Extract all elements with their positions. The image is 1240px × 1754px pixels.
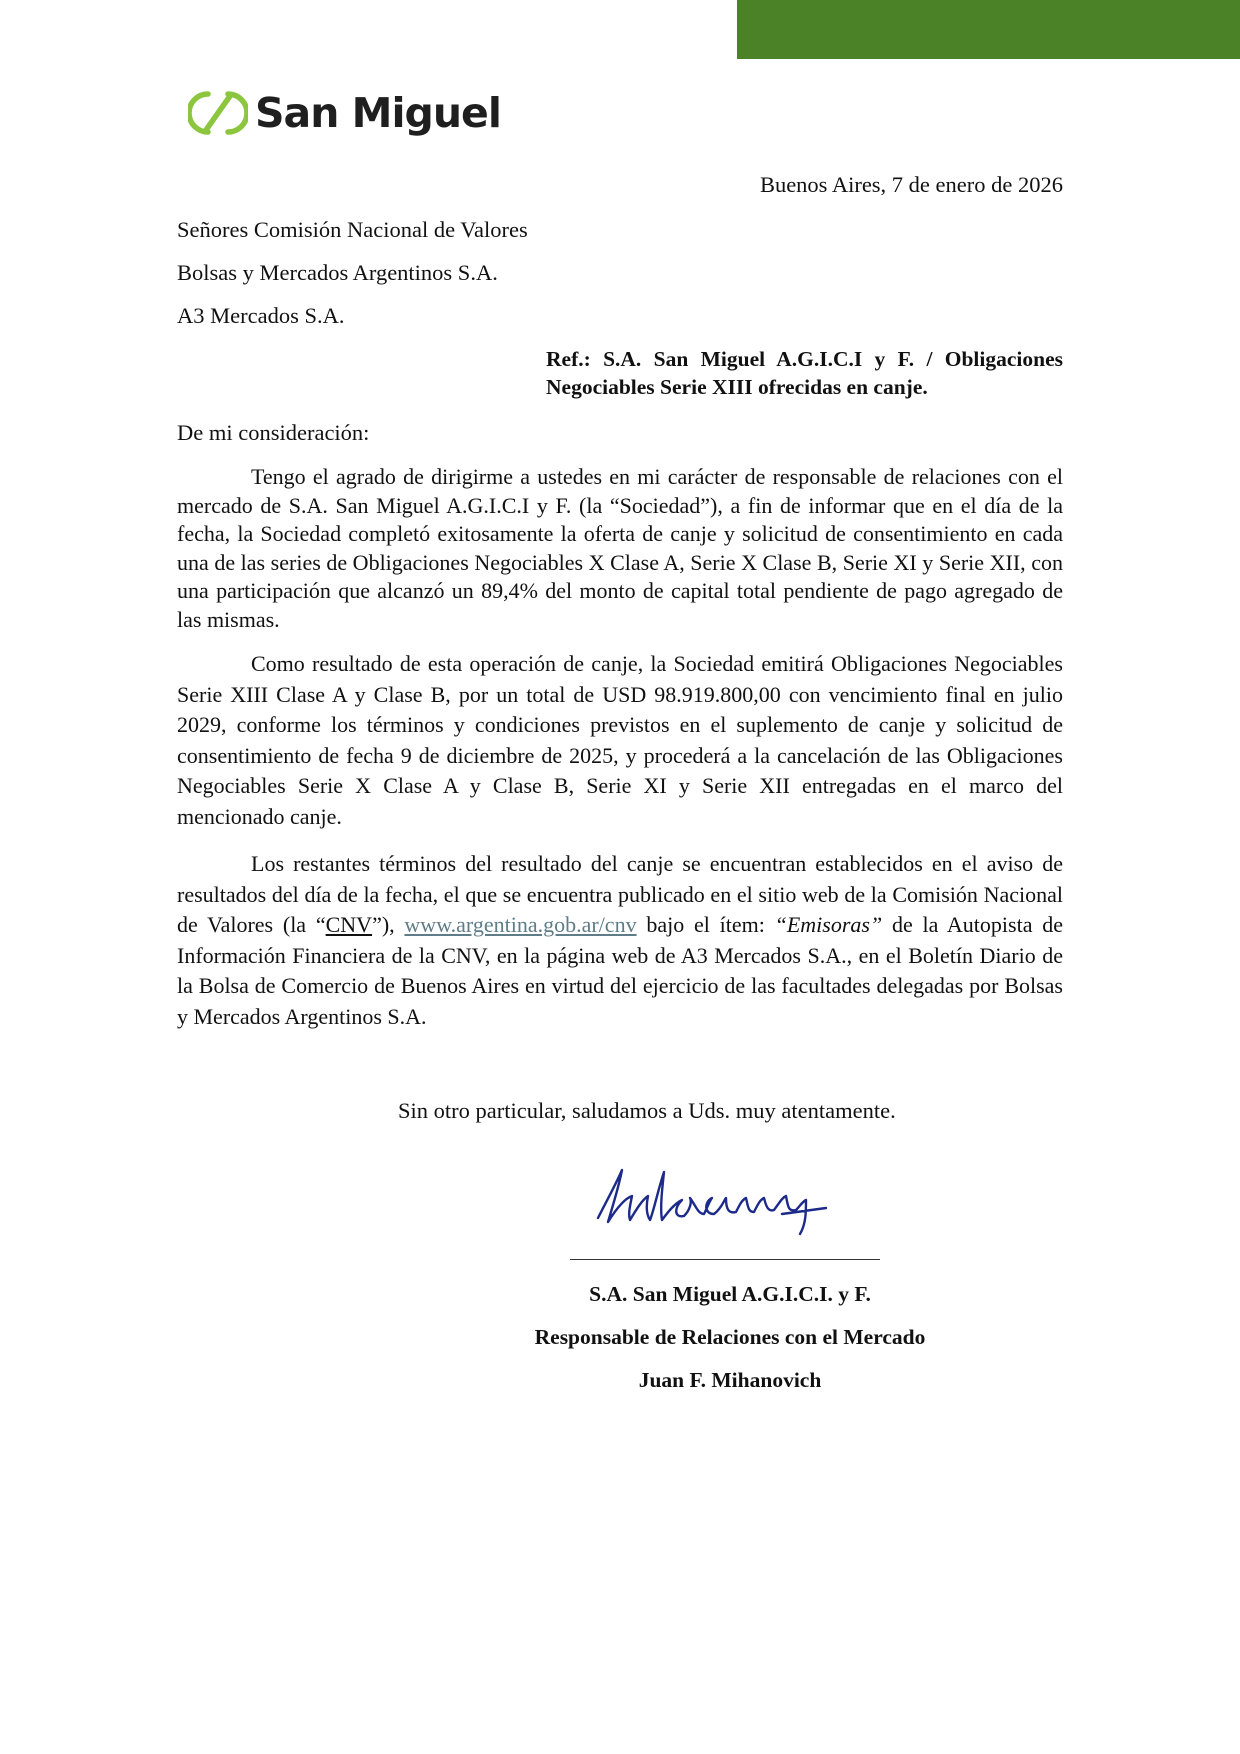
body-paragraph-1 (177, 463, 1063, 634)
recipient-1: Señores Comisión Nacional de Valores (177, 217, 528, 242)
paragraph-3-text-c: bajo el ítem: (636, 912, 775, 938)
signatory-company: S.A. San Miguel A.G.I.C.I. y F. (589, 1282, 871, 1306)
brand-name: San Miguel (255, 89, 501, 137)
paragraph-2-text: Como resultado de esta operación de canje, la Sociedad emitirá Obligaciones Negociables Serie XIII Clase A y Clase B, por un total de USD 98.919.800,00 con vencimiento final en julio 2029, conforme los términos y condiciones previstos en el suplemento de canje y solicitud de consentimiento de fecha 9 de diciembre de 2025, y procederá a la cancelación de las Obligaciones Negociables Serie X Clase A y Clase B, Serie XI y Serie XII entregadas en el marco del mencionado canje. (177, 651, 1063, 829)
letter-date: Buenos Aires, 7 de enero de 2026 (759, 172, 1063, 197)
reference-block (546, 345, 1063, 401)
paragraph-3-text-b: ”), (372, 912, 405, 938)
recipient-3: A3 Mercados S.A. (177, 303, 345, 328)
body-paragraph-3 (177, 849, 1063, 1033)
cnv-website-link[interactable]: www.argentina.gob.ar/cnv (404, 912, 637, 938)
brand-logo (188, 86, 501, 140)
body-paragraph-2 (177, 649, 1063, 833)
paragraph-3-text-d: de la Autopista de Información Financiera de la CNV, en la página web de A3 Mercados S.A., en el Boletín Diario de la Bolsa de Comercio de Buenos Aires en virtud del ejercicio de las facultades delegadas por Bolsas y Mercados Argentinos S.A. (177, 912, 1063, 1029)
reference-line-2: Negociables Serie XIII ofrecidas en canje. (546, 375, 928, 399)
signatory-role: Responsable de Relaciones con el Mercado (534, 1325, 926, 1349)
emisoras-item: “Emisoras” (774, 912, 883, 938)
closing-line: Sin otro particular, saludamos a Uds. muy atentamente. (398, 1098, 896, 1123)
cnv-abbreviation: CNV (325, 912, 373, 938)
san-miguel-logo-icon (188, 86, 248, 140)
signature-line (570, 1259, 880, 1260)
greeting: De mi consideración: (177, 420, 370, 445)
recipient-2: Bolsas y Mercados Argentinos S.A. (177, 260, 498, 285)
paragraph-3-text-a: Los restantes términos del resultado del canje se encuentran establecidos en el aviso de resultados del día de la fecha, el que se encuentra publicado en el sitio web de la Comisión Nacional de Valores (la “ (177, 851, 1063, 938)
reference-line-1: Ref.: S.A. San Miguel A.G.I.C.I y F. / Obligaciones (546, 347, 1063, 371)
header-green-bar (737, 0, 1240, 59)
handwritten-signature (570, 1150, 880, 1265)
signatory-name: Juan F. Mihanovich (638, 1368, 822, 1392)
paragraph-1-text: Tengo el agrado de dirigirme a ustedes en mi carácter de responsable de relaciones con el mercado de S.A. San Miguel A.G.I.C.I y F. (la “Sociedad”), a fin de informar que en el día de la fecha, la Sociedad completó exitosamente la oferta de canje y solicitud de consentimiento en cada una de las series de Obligaciones Negociables X Clase A, Serie X Clase B, Serie XI y Serie XII, con una participación que alcanzó un 89,4% del monto de capital total pendiente de pago agregado de las mismas. (177, 464, 1063, 632)
